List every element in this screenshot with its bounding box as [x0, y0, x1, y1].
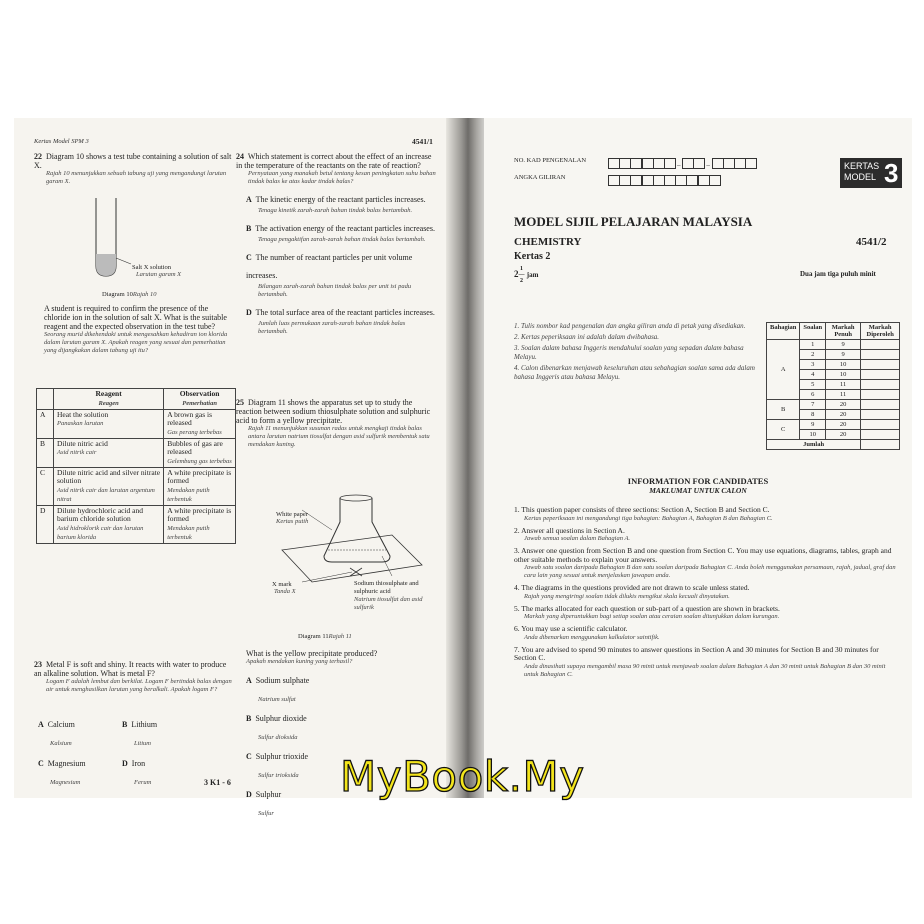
salt-solution-label: Salt X solution: [132, 264, 172, 271]
right-page: [484, 118, 912, 798]
question-25: 25 Diagram 11 shows the apparatus set up to study the reaction between sodium thiosulphate solution and sulphuric acid to form a yellow precipitate. Rajah 11 menunjukkan susunan radas untuk mengkaji tindak balas antara larutan natrium tiosulfat dengan asid sulfurik membentuk satu mendakan kuning.: [236, 398, 431, 448]
ic-number-label: NO. KAD PENGENALAN: [514, 157, 587, 164]
option-b[interactable]: B Lithium Litium: [122, 720, 158, 747]
list-item: 5. The marks allocated for each question or sub-part of a question are shown in brackets. Markah yang diperuntukkan bagi setiap soalan atau ceraian soalan ditunjukkan dalam kurungan.: [514, 603, 780, 620]
marks-table: Bahagian Soalan Markah Penuh Markah Diperoleh A 1 9 2 9 3 10 4 10 5 11 6 11 B 7 20 8 20 C 9 20 10 20 Jumlah: [766, 322, 900, 450]
option-c[interactable]: C Sulphur trioxide Sulfur trioksida: [246, 752, 308, 779]
question-text: Diagram 10 shows a test tube containing a solution of salt X.: [34, 152, 232, 170]
list-item: 4. Calon dibenarkan menjawab keseluruhan atau sebahagian soalan sama ada dalam bahasa Inggeris atau bahasa Melayu.: [514, 364, 755, 381]
instructions-list: [514, 322, 758, 382]
list-item: 3. Answer one question from Section B and one question from Section C. You may use equations, diagrams, tables, graph and other suitable methods to explain your answers. Jawab satu soalan daripada Bahagian B dan satu soalan daripada Bahagian C. Anda boleh menggunakan persamaan, rajah, jadual, graf dan cara lain yang sesuai untuk menjelaskan jawapan anda.: [514, 546, 896, 579]
x-mark-label-ms: Tanda X: [274, 588, 296, 595]
option-d[interactable]: D Sulphur Sulfur: [246, 790, 282, 817]
information-list: [514, 506, 900, 679]
question-text-ms: Rajah 10 menunjukkan sebuah tabung uji yang mengandungi larutan garam X.: [46, 170, 227, 185]
option-a[interactable]: A Calcium Kalsium: [38, 720, 75, 747]
marks-cell[interactable]: [861, 370, 900, 380]
left-page: [14, 118, 454, 817]
table-row[interactable]: C Dilute nitric acid and silver nitrate solution Asid nitrik cair dan larutan argentum nitrat A white precipitate is formed Mendakan putih terbentuk: [37, 467, 236, 505]
option-c[interactable]: C Magnesium Magnesium: [38, 759, 86, 786]
question-number: 22: [34, 152, 42, 161]
paper-number: Kertas 2: [514, 251, 551, 262]
marks-cell[interactable]: [861, 430, 900, 440]
marks-cell[interactable]: [861, 420, 900, 430]
list-item: 1. Tulis nombor kad pengenalan dan angka giliran anda di petak yang disediakan.: [514, 322, 746, 330]
option-a[interactable]: A The kinetic energy of the reactant particles increases. Tenaga kinetik zarah-zarah bahan tindak balas bertambah.: [246, 195, 426, 214]
table-row[interactable]: D Dilute hydrochloric acid and barium chloride solution Asid hidroklorik cair dan larutan barium klorida A white precipitate is formed Mendakan putih terbentuk: [37, 505, 236, 543]
option-d[interactable]: D Iron Ferum: [122, 759, 152, 786]
duration-text: Dua jam tiga puluh minit: [800, 270, 876, 278]
list-item: 4. The diagrams in the questions provided are not drawn to scale unless stated. Rajah yang mengiringi soalan tidak dilukis mengikut skala kecuali dinyatakan.: [514, 583, 750, 600]
table-row[interactable]: A Heat the solution Panaskan larutan A brown gas is released Gas perang terbebas: [37, 409, 236, 438]
ic-number-boxes[interactable]: – –: [608, 154, 756, 172]
question-22-prompt: A student is required to confirm the presence of the chloride ion in the solution of salt X. What is the suitable reagent and the expected observation in the test tube? Seorang murid dikehendaki untuk mengesahkan kehadiran ion klorida dalam larutan garam X. Apakah reagen yang sesuai dan pemerhatian yang dijangkakan dalam tabung uji itu?: [44, 304, 228, 354]
table-row[interactable]: B Dilute nitric acid Asid nitrik cair Bubbles of gas are released Gelembung gas terbebas: [37, 438, 236, 467]
marks-cell[interactable]: [861, 400, 900, 410]
white-paper-label-ms: Kertas putih: [276, 518, 309, 525]
question-22: [34, 152, 234, 186]
marks-cell[interactable]: [861, 340, 900, 350]
option-d[interactable]: D The total surface area of the reactant particles increases. Jumlah luas permukaan zarah-zarah bahan tindak balas bertambah.: [246, 308, 435, 335]
info-title: INFORMATION FOR CANDIDATES: [627, 476, 769, 486]
diagram-10-caption: Diagram 10Rajah 10: [102, 291, 157, 298]
question-23: 23 Metal F is soft and shiny. It reacts with water to produce an alkaline solution. What is metal F? Logam F adalah lembut dan berkilat. Logam F bertindak balas dengan air untuk menghasilkan larutan yang beralkali. Apakah logam F?: [34, 660, 232, 693]
marks-cell[interactable]: [861, 350, 900, 360]
paper-code: 4541/2: [856, 236, 887, 248]
diagram-11-caption: Diagram 11Rajah 11: [298, 633, 352, 640]
kertas-model-badge: KERTAS MODEL 3: [840, 158, 902, 188]
option-b[interactable]: B The activation energy of the reactant particles increases. Tenaga pengaktifan zarah-zarah bahan tindak balas bertambah.: [246, 224, 435, 243]
page-header-right: 4541/1: [412, 137, 433, 146]
question-24: 24 Which statement is correct about the effect of an increase in the temperature of the reactants on the rate of reaction? Pernyataan yang manakah betul tentang kesan peningkatan suhu bahan tindak balas ke atas kadar tindak balas? A The kinetic energy of the reactant particles increases. Tenaga kinetik zarah-zarah bahan tindak balas bertambah. B The activation energy of the reactant particles increases. Tenaga pengaktifan zarah-zarah bahan tindak balas bertambah. C The number of reactant particles per unit volume increases. Bilangan zarah-zarah bahan tindak balas per unit isi padu bertambah. D The total surface area of the reactant particles increases. Jumlah luas permukaan zarah-zarah bahan tindak balas bertambah.: [236, 152, 436, 335]
white-paper-label: White paper: [276, 511, 308, 518]
duration: 21 — 2 jam: [514, 266, 539, 284]
solution-label: Sodium thiosulphate and sulphuric acid: [354, 580, 419, 595]
info-title-ms: MAKLUMAT UNTUK CALON: [649, 486, 747, 495]
list-item: 3. Soalan dalam bahasa Inggeris mendahului soalan yang sepadan dalam bahasa Melayu.: [514, 344, 744, 361]
page-header-left: Kertas Model SPM 3: [34, 138, 89, 145]
open-book: [14, 118, 912, 817]
solution-label-ms: Natrium tiosulfat dan asid sulfurik: [354, 596, 423, 611]
marks-cell[interactable]: [861, 390, 900, 400]
exam-title: MODEL SIJIL PELAJARAN MALAYSIA: [514, 214, 753, 229]
marks-cell[interactable]: [861, 440, 900, 450]
marks-cell[interactable]: [861, 380, 900, 390]
list-item: 6. You may use a scientific calculator. Anda dibenarkan menggunakan kalkulator saintifik.: [514, 624, 660, 641]
option-b[interactable]: B Sulphur dioxide Sulfur dioksida: [246, 714, 307, 741]
list-item: 1. This question paper consists of three sections: Section A, Section B and Section C. Kertas peperiksaan ini mengandungi tiga bahagian: Bahagian A, Bahagian B dan Bahagian C.: [514, 505, 773, 522]
salt-solution-label-ms: Larutan garam X: [136, 271, 182, 278]
reagent-table: Reagent Reagen Observation Pemerhatian A Heat the solution Panaskan larutan A brown gas is released Gas perang terbebas B Dilute nitric acid Asid nitrik cair Bubbles of gas are released Gelembung gas terbebas C Dilute nitric acid and silver nitrate solution Asid nitrik cair dan larutan argentum nitrat A white precipitate is formed Mendakan putih terbentuk D Dilute hydrochloric acid and barium chloride solution Asid hidroklorik cair dan larutan barium klorida A white precipitate is formed Mendakan putih terbentuk: [36, 388, 236, 544]
page-footer: 3 K1 - 6: [204, 778, 231, 787]
question-25-prompt: What is the yellow precipitate produced? Apakah mendakan kuning yang terhasil? A Sodium sulphate Natrium sulfat B Sulphur dioxide Sulfur dioksida C Sulphur trioxide Sulfur trioksida D Sulphur Sulfur: [246, 649, 436, 820]
index-number-boxes[interactable]: [608, 171, 720, 189]
list-item: 2. Answer all questions in Section A. Jawab semua soalan dalam Bahagian A.: [514, 525, 631, 542]
option-a[interactable]: A Sodium sulphate Natrium sulfat: [246, 676, 310, 703]
list-item: 2. Kertas peperiksaan ini adalah dalam dwibahasa.: [514, 333, 660, 341]
option-c[interactable]: C The number of reactant particles per unit volume increases. Bilangan zarah-zarah bahan tindak balas per unit isi padu bertambah.: [246, 253, 413, 298]
list-item: 7. You are advised to spend 90 minutes to answer questions in Section A and 30 minutes for Section B and 30 minutes for Section C. Anda dinasihati supaya mengambil masa 90 minit untuk menjawab soalan dalam Bahagian A dan 30 minit untuk Bahagian B dan 30 minit untuk Bahagian C.: [514, 644, 886, 678]
x-mark-label: X mark: [272, 581, 292, 588]
subject-name: CHEMISTRY: [514, 236, 582, 248]
marks-cell[interactable]: [861, 410, 900, 420]
watermark-logo: MyBook.My: [340, 752, 585, 801]
marks-cell[interactable]: [861, 360, 900, 370]
index-number-label: ANGKA GILIRAN: [514, 174, 566, 181]
